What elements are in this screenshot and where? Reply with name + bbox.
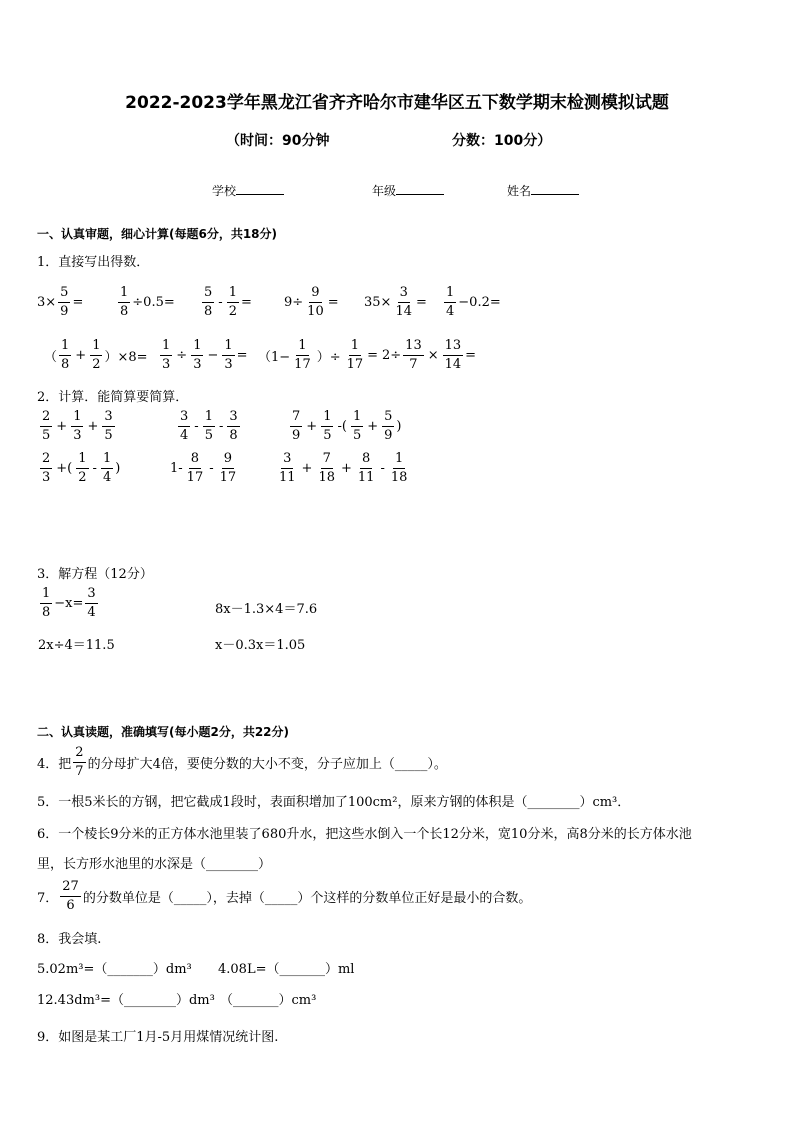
fraction-numerator: 2: [40, 452, 52, 469]
fraction-numerator: 1: [101, 452, 113, 469]
text-fragment: =: [327, 294, 339, 310]
question-5: 5．一根5米长的方钢，把它截成1段时，表面积增加了100cm²，原来方钢的体积是（________）cm³．: [37, 795, 631, 810]
fraction-numerator: 1: [296, 339, 308, 356]
q1-item-5: [364, 286, 427, 318]
fraction-denominator: 5: [42, 427, 51, 443]
q2-expr-5: [170, 452, 240, 484]
text-fragment: +: [367, 418, 379, 434]
fraction-denominator: 8: [61, 356, 70, 372]
text-fragment: ÷0.5=: [132, 294, 175, 310]
fraction: [403, 339, 424, 371]
fraction-denominator: 4: [87, 604, 96, 620]
fraction: [227, 410, 239, 442]
q3-equation-2: 8x－1.3×4＝7.6: [215, 602, 318, 617]
fraction: [389, 452, 410, 484]
q3-label: 3．解方程（12分）: [37, 567, 153, 582]
fraction: [76, 452, 88, 484]
fraction-denominator: 7: [75, 763, 84, 779]
q1-item-7: [44, 339, 148, 371]
grade-blank[interactable]: [396, 182, 444, 195]
text-fragment: 的分数单位是（_____），去掉（_____）个这样的分数单位正好是最小的合数。: [82, 890, 532, 906]
text-fragment: 姓名: [507, 184, 532, 198]
fraction: [382, 410, 394, 442]
fraction-numerator: 13: [403, 339, 424, 356]
text-fragment: 3×: [37, 294, 57, 310]
text-fragment: -: [194, 418, 199, 434]
text-fragment: 9÷: [284, 294, 304, 310]
text-fragment: （: [44, 349, 58, 365]
q2-expr-2: [176, 410, 242, 442]
fraction-denominator: 8: [204, 303, 213, 319]
fraction: [178, 410, 190, 442]
fraction: [356, 452, 377, 484]
fraction: [393, 286, 414, 318]
q1-item-2: [116, 286, 175, 318]
fraction-numerator: 1: [160, 339, 172, 356]
text-fragment: =: [367, 347, 379, 363]
fraction-numerator: 1: [90, 339, 102, 356]
text-fragment: +: [75, 347, 87, 363]
fraction-numerator: 1: [393, 452, 405, 469]
fraction-denominator: 11: [279, 469, 296, 485]
fraction-denominator: 8: [229, 427, 238, 443]
fraction-denominator: 4: [102, 469, 112, 485]
q2-expr-3: [288, 410, 401, 442]
fraction-numerator: 5: [58, 286, 70, 303]
fraction: [227, 286, 239, 318]
text-fragment: -: [380, 460, 385, 476]
fraction-numerator: 1: [118, 286, 130, 303]
fraction-numerator: 3: [281, 452, 293, 469]
fraction: [202, 286, 214, 318]
text-fragment: ）÷: [316, 349, 341, 365]
text-fragment: +: [56, 418, 68, 434]
question-8-item-3: 12.43dm³=（________）dm³: [37, 993, 215, 1008]
fraction: [290, 410, 302, 442]
question-9: 9．如图是某工厂1月-5月用煤情况统计图.: [37, 1030, 279, 1045]
fraction-numerator: 1: [40, 587, 52, 604]
fraction-denominator: 9: [292, 427, 301, 443]
text-fragment: =: [465, 347, 477, 363]
q2-expr-4: [38, 452, 120, 484]
q1-item-9: [258, 339, 378, 371]
q2-expr-6: [275, 452, 411, 484]
fraction-denominator: 11: [357, 469, 375, 485]
fraction-denominator: 18: [390, 469, 408, 485]
question-6-line-2: 里，长方形水池里的水深是（________）: [37, 857, 272, 872]
text-fragment: -: [92, 460, 97, 476]
question-6-line-1: 6．一个棱长9分米的正方体水池里装了680升水，把这些水倒入一个长12分米，宽10分米，高8分米的长方体水池: [37, 827, 692, 842]
fraction-numerator: 1: [227, 286, 239, 303]
text-fragment: ×: [427, 347, 439, 363]
text-fragment: ）×8=: [104, 349, 148, 365]
fraction: [218, 452, 239, 484]
fraction-numerator: 3: [227, 410, 239, 427]
fraction-numerator: 1: [222, 339, 234, 356]
text-fragment: +: [301, 460, 313, 476]
fraction-numerator: 2: [73, 746, 85, 763]
question-7: [37, 880, 531, 912]
text-fragment: −: [207, 347, 219, 363]
text-fragment: -: [218, 418, 224, 434]
q1-item-1: [37, 286, 83, 318]
fraction: [444, 286, 456, 318]
fraction-denominator: 2: [78, 469, 87, 485]
text-fragment: -(: [337, 418, 347, 434]
fraction: [85, 587, 97, 619]
fraction-numerator: 1: [203, 410, 215, 427]
q1-item-10: [382, 339, 476, 371]
fraction: [351, 410, 363, 442]
q1-item-8: [158, 339, 248, 371]
fraction-numerator: 2: [40, 410, 52, 427]
fraction-denominator: 8: [120, 303, 129, 319]
fraction-numerator: 5: [202, 286, 214, 303]
fraction-numerator: 1: [76, 452, 88, 469]
fraction: [305, 286, 326, 318]
fraction-numerator: 1: [191, 339, 203, 356]
fraction: [90, 339, 102, 371]
fraction-denominator: 9: [60, 303, 69, 319]
question-8-item-4: （_______）cm³: [220, 993, 317, 1008]
fraction: [443, 339, 464, 371]
text-fragment: +: [341, 460, 352, 476]
fraction-denominator: 17: [186, 469, 204, 485]
fraction-numerator: 8: [360, 452, 372, 469]
q1-label: 1．直接写出得数．: [37, 255, 150, 270]
fraction-denominator: 17: [346, 356, 364, 372]
fraction: [58, 286, 70, 318]
fraction-denominator: 7: [409, 356, 418, 372]
fraction-numerator: 8: [189, 452, 201, 469]
fraction-numerator: 1: [444, 286, 456, 303]
fraction-denominator: 5: [104, 427, 113, 443]
fraction-numerator: 7: [290, 410, 302, 427]
section-1-title: 一、认真审题，细心计算(每题6分，共18分): [37, 227, 278, 241]
fraction-denominator: 18: [318, 469, 335, 485]
q1-item-3: [200, 286, 252, 318]
fraction: [345, 339, 366, 371]
fraction-denominator: 2: [92, 356, 101, 372]
fraction-numerator: 3: [178, 410, 190, 427]
fraction: [160, 339, 172, 371]
fraction-numerator: 13: [443, 339, 464, 356]
text-fragment: ÷: [176, 347, 188, 363]
fraction-denominator: 3: [193, 356, 202, 372]
text-fragment: +(: [56, 460, 73, 476]
q3-equation-4: x－0.3x＝1.05: [215, 638, 306, 653]
fraction-denominator: 3: [162, 356, 171, 372]
fraction: [40, 587, 52, 619]
fraction-denominator: 5: [352, 427, 362, 443]
question-4: [37, 746, 447, 778]
fraction: [40, 452, 52, 484]
fraction-denominator: 3: [224, 356, 233, 372]
fraction-numerator: 1: [321, 410, 333, 427]
fraction-numerator: 7: [321, 452, 333, 469]
text-fragment: -: [218, 294, 223, 310]
fraction: [203, 410, 215, 442]
text-fragment: 7．: [37, 890, 59, 906]
fraction-denominator: 17: [294, 356, 311, 372]
fraction: [73, 746, 85, 778]
fraction: [185, 452, 206, 484]
text-fragment: ): [396, 418, 402, 434]
fraction-denominator: 4: [180, 427, 189, 443]
fraction-numerator: 1: [59, 339, 71, 356]
fraction-denominator: 5: [204, 427, 213, 443]
fraction-numerator: 1: [349, 339, 361, 356]
q3-equation-3: 2x÷4＝11.5: [38, 638, 115, 653]
name-blank[interactable]: [531, 182, 579, 195]
fraction-numerator: 9: [222, 452, 234, 469]
question-8-item-1: 5.02m³=（_______）dm³: [37, 962, 192, 977]
text-fragment: 1-: [170, 460, 183, 476]
page-title: 2022-2023学年黑龙江省齐齐哈尔市建华区五下数学期末检测模拟试题: [125, 93, 669, 113]
fraction: [101, 452, 113, 484]
fraction: [102, 410, 114, 442]
fraction-denominator: 4: [446, 303, 455, 319]
fraction-denominator: 8: [42, 604, 51, 620]
fraction-denominator: 10: [307, 303, 324, 319]
fraction-denominator: 14: [444, 356, 462, 372]
text-fragment: -: [209, 460, 214, 476]
exam-score: 分数：100分）: [452, 133, 552, 149]
fraction-numerator: 3: [102, 410, 114, 427]
name-field: [507, 182, 579, 199]
q3-equation-1: [38, 587, 100, 619]
question-8-label: 8．我会填.: [37, 932, 102, 947]
section-2-title: 二、认真读题，准确填写(每小题2分，共22分): [37, 725, 290, 739]
fraction-denominator: 17: [219, 469, 237, 485]
fraction-denominator: 3: [42, 469, 51, 485]
fraction-numerator: 3: [398, 286, 410, 303]
grade-field: [372, 182, 444, 199]
text-fragment: ): [115, 460, 121, 476]
text-fragment: +: [87, 418, 99, 434]
fraction: [71, 410, 83, 442]
text-fragment: 的分母扩大4倍，要使分数的大小不变，分子应加上（_____）。: [87, 756, 447, 772]
fraction: [191, 339, 203, 371]
fraction: [277, 452, 298, 484]
text-fragment: −x=: [54, 595, 84, 611]
text-fragment: 4．把: [37, 756, 72, 772]
fraction-denominator: 6: [66, 897, 75, 913]
text-fragment: =: [240, 294, 252, 310]
fraction: [222, 339, 234, 371]
q2-label: 2．计算．能简算要简算．: [37, 390, 189, 405]
text-fragment: −0.2=: [458, 294, 501, 310]
fraction: [292, 339, 313, 371]
fraction-numerator: 9: [309, 286, 321, 303]
fraction-denominator: 14: [395, 303, 412, 319]
text-fragment: 学校: [212, 184, 237, 198]
q1-item-6: [442, 286, 501, 318]
fraction-numerator: 5: [382, 410, 394, 427]
text-fragment: =: [72, 294, 84, 310]
fraction-denominator: 9: [384, 427, 393, 443]
fraction: [40, 410, 52, 442]
fraction: [321, 410, 333, 442]
fraction: [316, 452, 337, 484]
exam-time: （时间：90分钟: [226, 133, 330, 149]
fraction: [59, 339, 71, 371]
fraction-denominator: 5: [323, 427, 332, 443]
fraction-numerator: 27: [60, 880, 81, 897]
fraction-denominator: 2: [228, 303, 237, 319]
school-field: [212, 182, 284, 199]
text-fragment: 年级: [372, 184, 397, 198]
question-8-item-2: 4.08L=（_______）ml: [218, 962, 355, 977]
text-fragment: +: [306, 418, 318, 434]
fraction: [118, 286, 130, 318]
text-fragment: =: [415, 294, 427, 310]
text-fragment: =: [236, 347, 248, 363]
q2-expr-1: [38, 410, 117, 442]
text-fragment: 2÷: [382, 347, 402, 363]
fraction-numerator: 1: [71, 410, 83, 427]
school-blank[interactable]: [236, 182, 284, 195]
fraction-denominator: 3: [73, 427, 82, 443]
text-fragment: 35×: [364, 294, 392, 310]
fraction: [60, 880, 81, 912]
text-fragment: （1−: [258, 349, 291, 365]
fraction-numerator: 1: [351, 410, 363, 427]
q1-item-4: [284, 286, 339, 318]
fraction-numerator: 3: [85, 587, 97, 604]
